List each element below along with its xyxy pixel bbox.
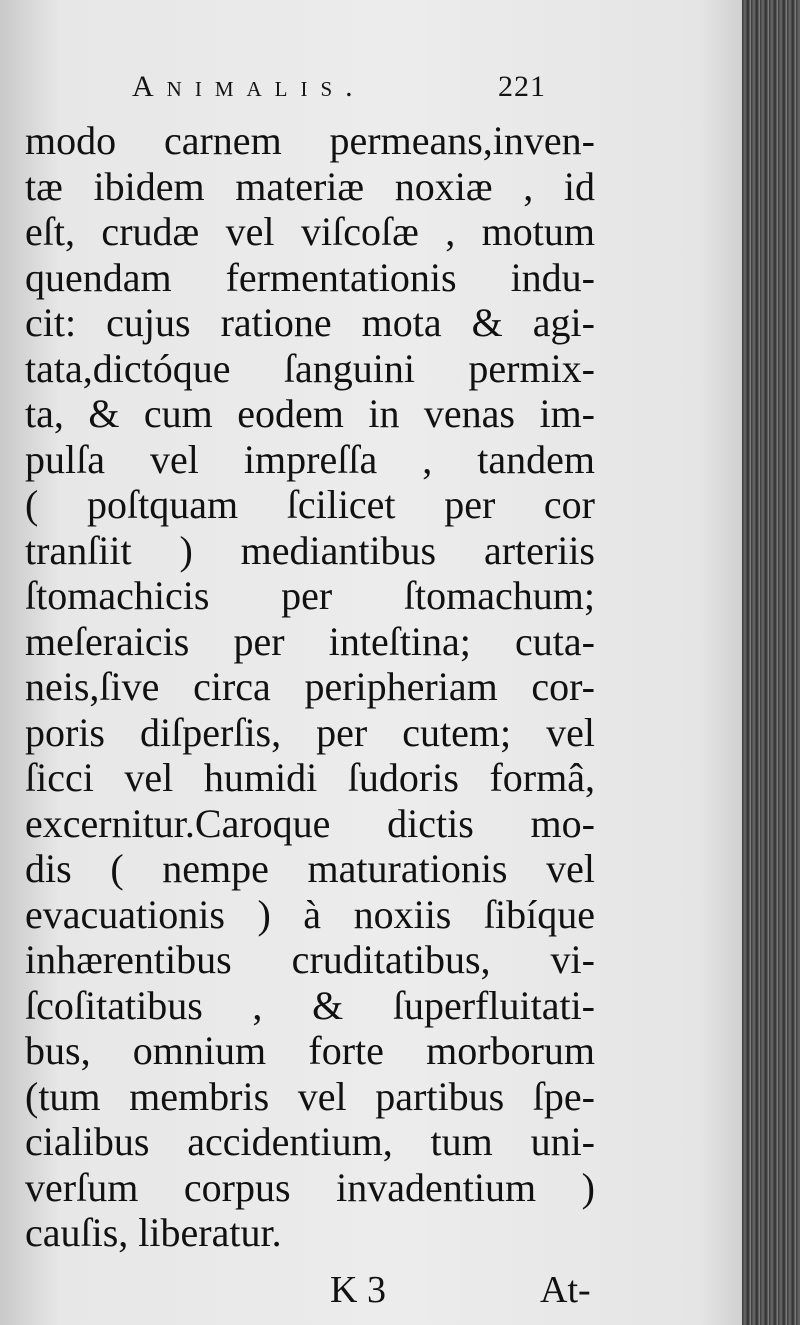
text-line: poris diſperſis, per cutem; vel	[25, 709, 595, 755]
text-line: excernitur.Caroque dictis mo-	[25, 800, 595, 846]
text-line: quendam fermentationis indu-	[25, 254, 595, 300]
text-line: verſum corpus invadentium )	[25, 1164, 595, 1210]
book-page-edges	[742, 0, 800, 1325]
page-header	[0, 70, 740, 110]
text-line: inhærentibus cruditatibus, vi-	[25, 937, 595, 982]
text-line: meſeraicis per inteſtina; cuta-	[25, 618, 595, 664]
running-head: Animalis.	[132, 70, 366, 103]
text-line-last: cauſis, liberatur.	[25, 1210, 282, 1255]
page-body	[25, 118, 595, 1256]
signature-mark: K 3	[330, 1269, 386, 1311]
text-line: pulſa vel impreſſa , tandem	[25, 436, 595, 482]
text-line: tata,dictóque ſanguini permix-	[25, 345, 595, 391]
catchword: At-	[540, 1269, 591, 1311]
text-line: bus, omnium forte morborum	[25, 1028, 595, 1073]
text-line: cit: cujus ratione mota & agi-	[25, 300, 595, 345]
text-line: eſt, crudæ vel viſcoſæ , motum	[25, 209, 595, 254]
page-footer	[0, 1268, 740, 1318]
text-line: ſtomachicis per ſtomachum;	[25, 573, 595, 618]
text-line: cialibus accidentium, tum uni-	[25, 1119, 595, 1164]
text-line: tæ ibidem materiæ noxiæ , id	[25, 163, 595, 209]
text-line: tranſiit ) mediantibus arteriis	[25, 527, 595, 573]
text-line: ſcoſitatibus , & ſuperfluitati-	[25, 982, 595, 1028]
text-line: ta, & cum eodem in venas im-	[25, 391, 595, 436]
text-line: evacuationis ) à noxiis ſibíque	[25, 891, 595, 937]
text-line: ſicci vel humidi ſudoris formâ,	[25, 755, 595, 800]
text-line: ( poſtquam ſcilicet per cor	[25, 482, 595, 527]
page-number: 221	[498, 70, 546, 103]
text-line: (tum membris vel partibus ſpe-	[25, 1073, 595, 1119]
text-line: dis ( nempe maturationis vel	[25, 846, 595, 891]
text-line: neis,ſive circa peripheriam cor-	[25, 664, 595, 709]
text-line: modo carnem permeans,inven-	[25, 118, 595, 163]
